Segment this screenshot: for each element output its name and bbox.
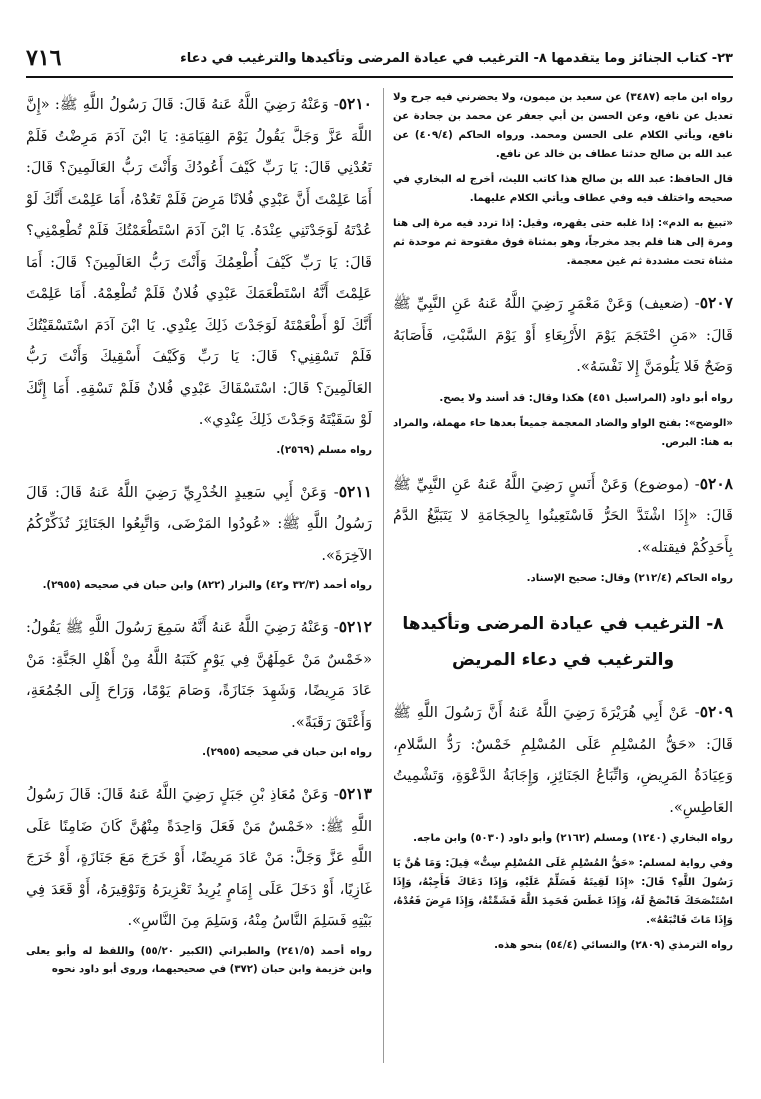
hadith-5207: [393, 287, 733, 452]
hadith-text: [393, 696, 733, 823]
running-title: ٢٣- كتاب الجنائز وما يتقدمها ٨- الترغيب في عيادة المرضى وتأكيدها والترغيب في دعاء: [180, 50, 733, 66]
column-divider: [383, 88, 384, 1063]
hadith-body: - (موضوع) وَعَنْ أَنَسٍ رَضِيَ اللَّهُ عَنهُ عَنِ النَّبِيِّ ﷺ قَالَ: «إِذَا اشْتَدَّ الحَرُّ فَاسْتَعِينُوا بِالحِجَامَةِ لا يَتَبَيَّغُ الدَّمُ بِأَحَدِكُمْ فيقتله».: [393, 475, 733, 556]
hadith-text: [393, 287, 733, 383]
hadith-5208: [393, 468, 733, 589]
hadith-text: [26, 778, 372, 937]
hadith-body: - وَعَنْهُ رَضِيَ اللَّهُ عَنهُ أَنَّهُ سَمِعَ رَسُولَ اللَّهِ ﷺ يَقُولُ: «خَمْسٌ مَنْ عَمِلَهُنَّ فِي يَوْمٍ كَتَبَهُ اللَّهُ مِنْ أَهْلِ الجَنَّةِ: مَنْ عَادَ مَرِيضًا، وَشَهِدَ جَنَازَةً، وَصَامَ يَوْمًا، وَرَاحَ إِلَى الجُمُعَةِ، وَأَعْتَقَ رَقَبَةً».: [26, 619, 372, 731]
hadith-reference: رواه مسلم (٢٥٦٩).: [276, 444, 372, 456]
hadith-reference-2: رواه الترمذي (٢٨٠٩) والنسائي (٥٤/٤) بنحو هذه.: [494, 940, 733, 951]
intro-note-3: «تبيغ به الدم»: إذا غلبه حتى يقهره، وقيل: إذا تردد فيه مرة إلى هنا ومرة إلى هنا فلم يجد مخرجاً، وهو بمثناة فوق مفتوحة ثم موحدة ثم مثناة تحت مشددة ثم غين معجمة.: [393, 218, 733, 267]
intro-note-2: قال الحافظ: عبد الله بن صالح هذا كاتب الليث، أخرج له البخاري في صحيحه واختلف فيه وفي عطاف ويأتي الكلام عليهما.: [393, 174, 733, 204]
right-column: [393, 88, 733, 971]
hadith-reference: رواه أحمد (٢٤١/٥) والطبراني (الكبير ٥٥/٢٠) واللفظ له وأبو يعلى وابن خزيمة وابن حبان (٣٧٢) في صحيحيهما، وروى أبو داود نحوه: [26, 945, 372, 975]
hadith-number: ٥٢١٢: [338, 617, 372, 636]
hadith-text: [393, 468, 733, 564]
hadith-reference: رواه الحاكم (٢١٢/٤) وقال: صحيح الإسناد.: [526, 573, 733, 584]
page-header: [26, 44, 733, 72]
header-rule: [26, 76, 733, 78]
hadith-text: [26, 476, 372, 572]
hadith-5209: [393, 696, 733, 955]
hadith-note: وفي رواية لمسلم: «حَقُّ المُسْلِمِ عَلَى المُسْلِمِ سِتٌّ» قِيلَ: وَمَا هُنَّ يَا رَسُولَ اللَّهِ؟ قَالَ: «إِذَا لَقِيتَهُ فَسَلِّمْ عَلَيْهِ، وَإِذَا دَعَاكَ فَأَجِبْهُ، وَإِذَا اسْتَنْصَحَكَ فَانْصَحْ لَهُ، وَإِذَا عَطَسَ فَحَمِدَ اللَّهَ فَشَمِّتْهُ، وَإِذَا مَرِضَ فَعُدْهُ، وَإِذَا مَاتَ فَاتْبَعْهُ».: [393, 858, 733, 926]
section-title: [393, 606, 733, 678]
hadith-body: - وَعَنْ أَبِي سَعِيدٍ الخُدْرِيِّ رَضِيَ اللَّهُ عَنهُ قَالَ: قَالَ رَسُولُ اللَّهِ ﷺ: «عُودُوا المَرْضَى، وَاتَّبِعُوا الجَنَائِزَ تُذَكِّرْكُمُ الآخِرَةَ».: [26, 483, 372, 564]
hadith-body: - عَنْ أَبِي هُرَيْرَةَ رَضِيَ اللَّهُ عَنهُ أَنَّ رَسُولَ اللَّهِ ﷺ قَالَ: «حَقُّ المُسْلِمِ عَلَى المُسْلِمِ خَمْسٌ: رَدُّ السَّلامِ، وَعِيَادَةُ المَرِيضِ، وَاتِّبَاعُ الجَنَائِزِ، وَإِجَابَةُ الدَّعْوَةِ، وَتَشْمِيتُ العَاطِسِ».: [393, 704, 733, 816]
left-column: [26, 88, 372, 995]
hadith-note: «الوضح»: بفتح الواو والضاد المعجمة جميعاً بعدها حاء مهملة، والمراد به هنا: البرص.: [393, 417, 733, 448]
hadith-text: [26, 88, 372, 436]
hadith-number: ٥٢١٠: [338, 94, 372, 113]
hadith-reference: رواه البخاري (١٢٤٠) ومسلم (٢١٦٢) وأبو داود (٥٠٣٠) وابن ماجه.: [413, 833, 733, 844]
page-number: ٧١٦: [26, 45, 62, 71]
intro-note-1: رواه ابن ماجه (٣٤٨٧) عن سعيد بن ميمون، ولا يحضرني فيه جرح ولا تعديل عن نافع، وعن الحسن بن أبي جعفر عن محمد بن جحادة عن نافع، ويأتي الكلام على الحسن ومحمد. ورواه الحاكم (٤٠٩/٤) عن عبد الله بن صالح حدثنا عطاف بن خالد عن نافع.: [393, 92, 733, 160]
hadith-body: - (ضعيف) وَعَنْ مَعْمَرٍ رَضِيَ اللَّهُ عَنهُ عَنِ النَّبِيِّ ﷺ قَالَ: «مَنِ احْتَجَمَ يَوْمَ الأَرْبِعَاءِ أَوْ يَوْمَ السَّبْتِ، فَأَصَابَهُ وَضَحٌ فَلا يَلُومَنَّ إِلا نَفْسَهُ».: [393, 295, 733, 375]
hadith-number: ٥٢١٣: [338, 784, 372, 803]
hadith-body: - وَعَنْهُ رَضِيَ اللَّهُ عَنهُ قَالَ: قَالَ رَسُولُ اللَّهِ ﷺ: «إِنَّ اللَّهَ عَزَّ وَجَلَّ يَقُولُ يَوْمَ القِيَامَةِ: يَا ابْنَ آدَمَ مَرِضْتُ فَلَمْ تَعُدْنِي قَالَ: يَا رَبِّ كَيْفَ أَعُودُكَ وَأَنْتَ رَبُّ العَالَمِينَ؟ قَالَ: أَمَا عَلِمْتَ أَنَّ عَبْدِي فُلانًا مَرِضَ فَلَمْ تَعُدْهُ، أَمَا عَلِمْتَ أَنَّكَ لَوْ عُدْتَهُ لَوَجَدْتَنِي عِنْدَهُ. يَا ابْنَ آدَمَ اسْتَطْعَمْتُكَ فَلَمْ تُطْعِمْنِي؟ قَالَ: يَا رَبِّ كَيْفَ أُطْعِمُكَ وَأَنْتَ رَبُّ العَالَمِينَ؟ قَالَ: أَمَا عَلِمْتَ أَنَّهُ اسْتَطْعَمَكَ عَبْدِي فُلانٌ فَلَمْ تُطْعِمْهُ. أَمَا عَلِمْتَ أَنَّكَ لَوْ أَطْعَمْتَهُ لَوَجَدْتَ ذَلِكَ عِنْدِي. يَا ابْنَ آدَمَ اسْتَسْقَيْتُكَ فَلَمْ تَسْقِنِي؟ قَالَ: يَا رَبِّ وَكَيْفَ أَسْقِيكَ وَأَنْتَ رَبُّ العَالَمِينَ؟ قَالَ: اسْتَسْقَاكَ عَبْدِي فُلانٌ فَلَمْ تَسْقِهِ. أَمَا إِنَّكَ لَوْ سَقَيْتَهُ وَجَدْتَ ذَلِكَ عِنْدِي».: [26, 96, 372, 428]
hadith-5213: [26, 778, 372, 979]
section-title-line-1: ٨- الترغيب في عيادة المرضى وتأكيدها: [402, 614, 724, 634]
hadith-reference: رواه ابن حبان في صحيحه (٢٩٥٥).: [202, 747, 372, 758]
hadith-reference: رواه أبو داود (المراسيل ٤٥١) هكذا وقال: قد أسند ولا يصح.: [439, 392, 733, 404]
hadith-5212: [26, 611, 372, 762]
hadith-number: ٥٢١١: [338, 481, 372, 501]
section-title-line-2: والترغيب في دعاء المريض: [451, 650, 675, 670]
hadith-5211: [26, 476, 372, 596]
hadith-body: - وَعَنْ مُعَاذِ بْنِ جَبَلٍ رَضِيَ اللَّهُ عَنهُ قَالَ: قَالَ رَسُولُ اللَّهِ ﷺ: «خَمْسٌ مَنْ فَعَلَ وَاحِدَةً مِنْهُنَّ كَانَ ضَامِنًا عَلَى اللَّهِ عَزَّ وَجَلَّ: مَنْ عَادَ مَرِيضًا، أَوْ خَرَجَ مَعَ جَنَازَةٍ، أَوْ خَرَجَ غَازِيًا، أَوْ دَخَلَ عَلَى إِمَامٍ يُرِيدُ تَعْزِيرَهُ وَتَوْقِيرَهُ، أَوْ قَعَدَ فِي بَيْتِهِ فَسَلِمَ النَّاسُ مِنْهُ، وَسَلِمَ مِنَ النَّاسِ».: [26, 786, 372, 929]
hadith-number: ٥٢٠٨: [699, 473, 733, 493]
hadith-text: [26, 611, 372, 738]
hadith-5210: [26, 88, 372, 460]
hadith-number: ٥٢٠٩: [699, 702, 733, 721]
hadith-reference: رواه أحمد (٣٢/٣ و٤٢) والبزار (٨٢٢) وابن حبان في صحيحه (٢٩٥٥).: [42, 580, 372, 591]
hadith-number: ٥٢٠٧: [699, 293, 733, 312]
